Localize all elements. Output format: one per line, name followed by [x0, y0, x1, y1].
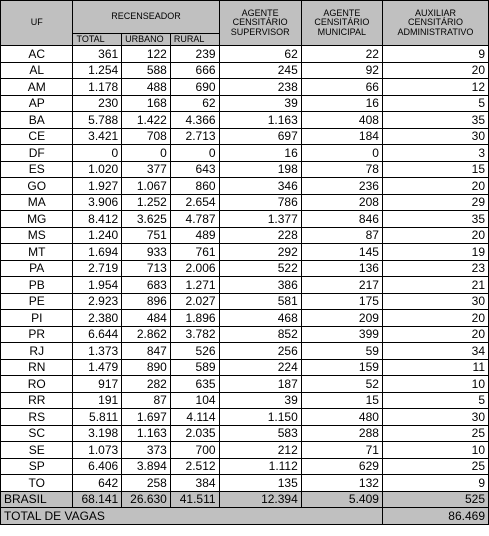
uf-cell: SE — [1, 442, 73, 459]
rural-cell: 0 — [170, 145, 219, 162]
table-row — [1, 244, 489, 261]
urbano-cell: 484 — [122, 310, 171, 327]
urbano-cell: 87 — [122, 392, 171, 409]
table-row — [1, 425, 489, 442]
rural-cell: 635 — [170, 376, 219, 393]
uf-cell: AM — [1, 79, 73, 96]
urbano-cell: 1.252 — [122, 194, 171, 211]
auxiliar-line-1: AUXILIAR — [414, 7, 456, 18]
municipal-cell: 480 — [301, 409, 382, 426]
total-cell: 1.927 — [73, 178, 122, 195]
total-cell: 2.380 — [73, 310, 122, 327]
uf-cell: RJ — [1, 343, 73, 360]
auxiliar-cell: 15 — [382, 161, 488, 178]
supervisor-cell: 198 — [219, 161, 301, 178]
table-row — [1, 178, 489, 195]
rural-cell: 2.006 — [170, 260, 219, 277]
municipal-cell: 399 — [301, 326, 382, 343]
uf-cell: DF — [1, 145, 73, 162]
rural-cell: 690 — [170, 79, 219, 96]
supervisor-cell: 852 — [219, 326, 301, 343]
auxiliar-cell: 3 — [382, 145, 488, 162]
supervisor-cell: 1.163 — [219, 112, 301, 129]
table-row — [1, 392, 489, 409]
table-row — [1, 326, 489, 343]
supervisor-cell: 1.150 — [219, 409, 301, 426]
rural-cell: 4.114 — [170, 409, 219, 426]
supervisor-cell: 212 — [219, 442, 301, 459]
brasil-rural: 41.511 — [170, 491, 219, 508]
rural-cell: 2.512 — [170, 458, 219, 475]
rural-cell: 3.782 — [170, 326, 219, 343]
table-row — [1, 145, 489, 162]
table-row — [1, 343, 489, 360]
supervisor-cell: 135 — [219, 475, 301, 492]
municipal-cell: 145 — [301, 244, 382, 261]
supervisor-cell: 1.377 — [219, 211, 301, 228]
auxiliar-cell: 12 — [382, 79, 488, 96]
auxiliar-header — [382, 1, 488, 46]
supervisor-cell: 1.112 — [219, 458, 301, 475]
total-cell: 8.412 — [73, 211, 122, 228]
table-row — [1, 211, 489, 228]
brasil-row — [1, 491, 489, 508]
uf-cell: RO — [1, 376, 73, 393]
sub-rural-header: RURAL — [170, 34, 219, 46]
urbano-cell: 3.894 — [122, 458, 171, 475]
uf-cell: AL — [1, 62, 73, 79]
urbano-cell: 488 — [122, 79, 171, 96]
total-cell: 1.373 — [73, 343, 122, 360]
municipal-cell: 52 — [301, 376, 382, 393]
uf-cell: MG — [1, 211, 73, 228]
auxiliar-cell: 9 — [382, 475, 488, 492]
uf-header: UF — [1, 1, 73, 46]
municipal-cell: 175 — [301, 293, 382, 310]
total-cell: 5.788 — [73, 112, 122, 129]
auxiliar-cell: 5 — [382, 95, 488, 112]
uf-cell: AP — [1, 95, 73, 112]
urbano-cell: 0 — [122, 145, 171, 162]
urbano-cell: 373 — [122, 442, 171, 459]
total-cell: 6.406 — [73, 458, 122, 475]
agente-municipal-line-3: MUNICIPAL — [317, 26, 367, 37]
total-cell: 230 — [73, 95, 122, 112]
total-cell: 1.020 — [73, 161, 122, 178]
supervisor-cell: 697 — [219, 128, 301, 145]
auxiliar-cell: 19 — [382, 244, 488, 261]
municipal-cell: 159 — [301, 359, 382, 376]
table-row — [1, 293, 489, 310]
auxiliar-cell: 10 — [382, 376, 488, 393]
municipal-cell: 0 — [301, 145, 382, 162]
uf-cell: MA — [1, 194, 73, 211]
auxiliar-cell: 20 — [382, 326, 488, 343]
total-vagas-row — [1, 508, 489, 525]
uf-cell: ES — [1, 161, 73, 178]
municipal-cell: 59 — [301, 343, 382, 360]
brasil-municipal: 5.409 — [301, 491, 382, 508]
sub-urbano-header: URBANO — [122, 34, 171, 46]
municipal-cell: 22 — [301, 46, 382, 63]
brasil-urbano: 26.630 — [122, 491, 171, 508]
auxiliar-line-2: CENSITÁRIO — [407, 17, 463, 28]
auxiliar-cell: 35 — [382, 112, 488, 129]
municipal-cell: 132 — [301, 475, 382, 492]
auxiliar-cell: 5 — [382, 392, 488, 409]
rural-cell: 1.271 — [170, 277, 219, 294]
auxiliar-cell: 10 — [382, 442, 488, 459]
brasil-total: 68.141 — [73, 491, 122, 508]
supervisor-cell: 228 — [219, 227, 301, 244]
uf-cell: PI — [1, 310, 73, 327]
table-row — [1, 277, 489, 294]
uf-cell: MT — [1, 244, 73, 261]
rural-cell: 700 — [170, 442, 219, 459]
urbano-cell: 1.067 — [122, 178, 171, 195]
municipal-cell: 408 — [301, 112, 382, 129]
urbano-cell: 890 — [122, 359, 171, 376]
auxiliar-line-3: ADMINISTRATIVO — [397, 26, 474, 37]
rural-cell: 589 — [170, 359, 219, 376]
supervisor-cell: 39 — [219, 392, 301, 409]
rural-cell: 2.713 — [170, 128, 219, 145]
auxiliar-cell: 20 — [382, 62, 488, 79]
urbano-cell: 847 — [122, 343, 171, 360]
brasil-label: BRASIL — [1, 491, 73, 508]
rural-cell: 62 — [170, 95, 219, 112]
municipal-cell: 288 — [301, 425, 382, 442]
auxiliar-cell: 21 — [382, 277, 488, 294]
uf-cell: PR — [1, 326, 73, 343]
table-row — [1, 475, 489, 492]
agente-municipal-line-1: AGENTE — [323, 7, 361, 18]
urbano-cell: 1.163 — [122, 425, 171, 442]
brasil-supervisor: 12.394 — [219, 491, 301, 508]
rural-cell: 384 — [170, 475, 219, 492]
urbano-cell: 3.625 — [122, 211, 171, 228]
table-row — [1, 194, 489, 211]
agente-supervisor-line-3: SUPERVISOR — [230, 26, 290, 37]
auxiliar-cell: 9 — [382, 46, 488, 63]
sub-total-header: TOTAL — [73, 34, 122, 46]
municipal-cell: 16 — [301, 95, 382, 112]
auxiliar-cell: 25 — [382, 458, 488, 475]
table-row — [1, 310, 489, 327]
recenseador-header: RECENSEADOR — [73, 1, 219, 34]
total-cell: 5.811 — [73, 409, 122, 426]
rural-cell: 2.027 — [170, 293, 219, 310]
municipal-cell: 71 — [301, 442, 382, 459]
uf-cell: BA — [1, 112, 73, 129]
total-cell: 2.923 — [73, 293, 122, 310]
total-cell: 1.954 — [73, 277, 122, 294]
municipal-cell: 236 — [301, 178, 382, 195]
total-cell: 6.644 — [73, 326, 122, 343]
urbano-cell: 933 — [122, 244, 171, 261]
rural-cell: 1.896 — [170, 310, 219, 327]
municipal-cell: 184 — [301, 128, 382, 145]
total-cell: 0 — [73, 145, 122, 162]
total-vagas-label: TOTAL DE VAGAS — [1, 508, 383, 525]
municipal-cell: 66 — [301, 79, 382, 96]
table-row — [1, 95, 489, 112]
table-row — [1, 227, 489, 244]
rural-cell: 666 — [170, 62, 219, 79]
table-row — [1, 161, 489, 178]
agente-supervisor-line-2: CENSITÁRIO — [232, 17, 288, 28]
urbano-cell: 751 — [122, 227, 171, 244]
urbano-cell: 282 — [122, 376, 171, 393]
auxiliar-cell: 35 — [382, 211, 488, 228]
auxiliar-cell: 23 — [382, 260, 488, 277]
municipal-cell: 846 — [301, 211, 382, 228]
total-cell: 2.719 — [73, 260, 122, 277]
urbano-cell: 713 — [122, 260, 171, 277]
table-row — [1, 62, 489, 79]
table-row — [1, 128, 489, 145]
supervisor-cell: 238 — [219, 79, 301, 96]
rural-cell: 761 — [170, 244, 219, 261]
municipal-cell: 87 — [301, 227, 382, 244]
municipal-cell: 78 — [301, 161, 382, 178]
total-cell: 3.198 — [73, 425, 122, 442]
supervisor-cell: 62 — [219, 46, 301, 63]
auxiliar-cell: 30 — [382, 128, 488, 145]
rural-cell: 104 — [170, 392, 219, 409]
supervisor-cell: 581 — [219, 293, 301, 310]
auxiliar-cell: 20 — [382, 227, 488, 244]
total-cell: 191 — [73, 392, 122, 409]
uf-cell: SC — [1, 425, 73, 442]
rural-cell: 526 — [170, 343, 219, 360]
auxiliar-cell: 25 — [382, 425, 488, 442]
supervisor-cell: 522 — [219, 260, 301, 277]
auxiliar-cell: 20 — [382, 178, 488, 195]
table-row — [1, 79, 489, 96]
supervisor-cell: 583 — [219, 425, 301, 442]
uf-cell: RS — [1, 409, 73, 426]
urbano-cell: 168 — [122, 95, 171, 112]
supervisor-cell: 224 — [219, 359, 301, 376]
supervisor-cell: 346 — [219, 178, 301, 195]
total-cell: 3.906 — [73, 194, 122, 211]
total-cell: 1.254 — [73, 62, 122, 79]
total-cell: 1.694 — [73, 244, 122, 261]
table-row — [1, 376, 489, 393]
total-cell: 3.421 — [73, 128, 122, 145]
auxiliar-cell: 20 — [382, 310, 488, 327]
urbano-cell: 588 — [122, 62, 171, 79]
uf-cell: GO — [1, 178, 73, 195]
brasil-auxiliar: 525 — [382, 491, 488, 508]
supervisor-cell: 187 — [219, 376, 301, 393]
total-cell: 1.240 — [73, 227, 122, 244]
total-cell: 917 — [73, 376, 122, 393]
auxiliar-cell: 30 — [382, 293, 488, 310]
supervisor-cell: 256 — [219, 343, 301, 360]
auxiliar-cell: 30 — [382, 409, 488, 426]
auxiliar-cell: 11 — [382, 359, 488, 376]
total-cell: 1.178 — [73, 79, 122, 96]
uf-cell: PB — [1, 277, 73, 294]
rural-cell: 643 — [170, 161, 219, 178]
urbano-cell: 1.422 — [122, 112, 171, 129]
municipal-cell: 92 — [301, 62, 382, 79]
rural-cell: 4.787 — [170, 211, 219, 228]
municipal-cell: 15 — [301, 392, 382, 409]
rural-cell: 4.366 — [170, 112, 219, 129]
supervisor-cell: 292 — [219, 244, 301, 261]
rural-cell: 2.035 — [170, 425, 219, 442]
uf-cell: RR — [1, 392, 73, 409]
uf-cell: SP — [1, 458, 73, 475]
urbano-cell: 258 — [122, 475, 171, 492]
supervisor-cell: 786 — [219, 194, 301, 211]
supervisor-cell: 16 — [219, 145, 301, 162]
uf-cell: MS — [1, 227, 73, 244]
total-vagas-value: 86.469 — [382, 508, 488, 525]
rural-cell: 239 — [170, 46, 219, 63]
municipal-cell: 136 — [301, 260, 382, 277]
agente-supervisor-header — [219, 1, 301, 46]
supervisor-cell: 245 — [219, 62, 301, 79]
table-row — [1, 359, 489, 376]
urbano-cell: 1.697 — [122, 409, 171, 426]
rural-cell: 2.654 — [170, 194, 219, 211]
uf-cell: AC — [1, 46, 73, 63]
total-cell: 1.073 — [73, 442, 122, 459]
urbano-cell: 683 — [122, 277, 171, 294]
uf-cell: PA — [1, 260, 73, 277]
municipal-cell: 217 — [301, 277, 382, 294]
urbano-cell: 2.862 — [122, 326, 171, 343]
uf-cell: TO — [1, 475, 73, 492]
uf-cell: CE — [1, 128, 73, 145]
supervisor-cell: 39 — [219, 95, 301, 112]
table-row — [1, 442, 489, 459]
table-row — [1, 46, 489, 63]
urbano-cell: 896 — [122, 293, 171, 310]
agente-supervisor-line-1: AGENTE — [241, 7, 279, 18]
rural-cell: 860 — [170, 178, 219, 195]
urbano-cell: 122 — [122, 46, 171, 63]
rural-cell: 489 — [170, 227, 219, 244]
supervisor-cell: 468 — [219, 310, 301, 327]
table-row — [1, 458, 489, 475]
municipal-cell: 629 — [301, 458, 382, 475]
agente-municipal-header — [301, 1, 382, 46]
urbano-cell: 708 — [122, 128, 171, 145]
table-row — [1, 409, 489, 426]
urbano-cell: 377 — [122, 161, 171, 178]
auxiliar-cell: 29 — [382, 194, 488, 211]
uf-cell: PE — [1, 293, 73, 310]
supervisor-cell: 386 — [219, 277, 301, 294]
total-cell: 642 — [73, 475, 122, 492]
table-row — [1, 112, 489, 129]
municipal-cell: 208 — [301, 194, 382, 211]
auxiliar-cell: 34 — [382, 343, 488, 360]
agente-municipal-line-2: CENSITÁRIO — [314, 17, 370, 28]
table-body — [1, 46, 489, 492]
municipal-cell: 209 — [301, 310, 382, 327]
table-row — [1, 260, 489, 277]
total-cell: 361 — [73, 46, 122, 63]
total-cell: 1.479 — [73, 359, 122, 376]
uf-cell: RN — [1, 359, 73, 376]
